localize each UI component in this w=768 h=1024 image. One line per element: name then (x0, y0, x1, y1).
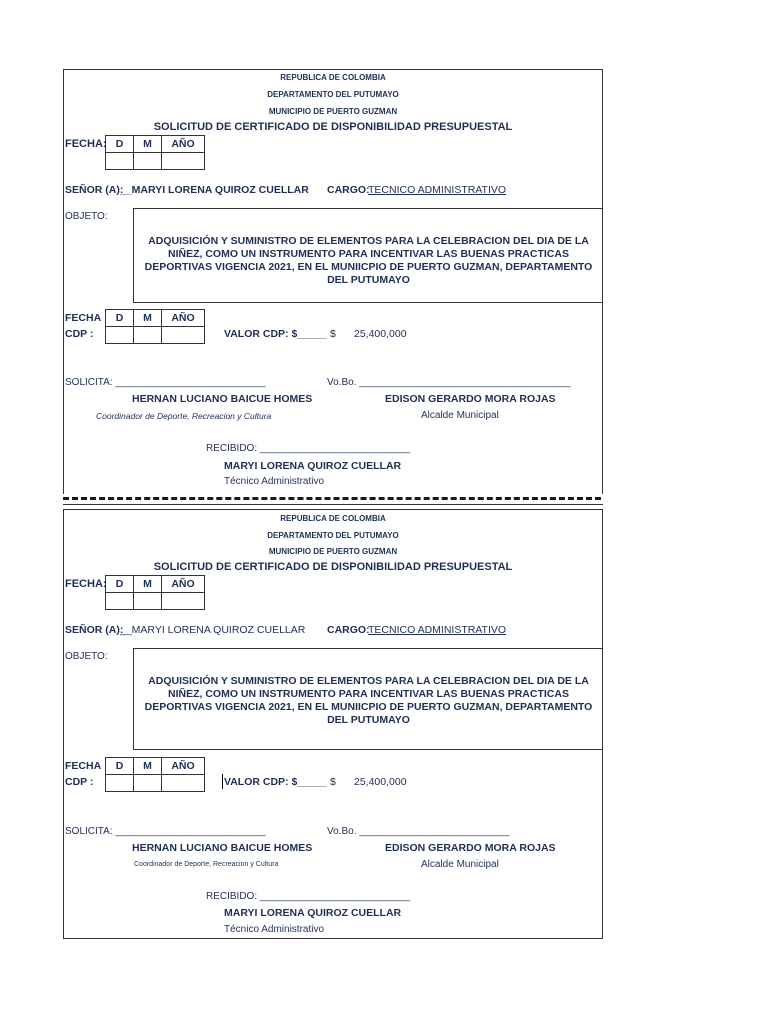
solicita-role: Coordinador de Deporte, Recreacion y Cultura (96, 411, 272, 421)
fecha-cdp-grid (105, 309, 205, 344)
header-line-2: DEPARTAMENTO DEL PUTUMAYO (267, 531, 399, 540)
solicita-line: SOLICITA: ___________________________ (65, 377, 266, 388)
solicita-role: Coordinador de Deporte, Recreacion y Cultura (134, 861, 279, 868)
cdp-label: CDP : (65, 776, 94, 788)
objeto-text: ADQUISICIÓN Y SUMINISTRO DE ELEMENTOS PARA LA CELEBRACION DEL DIA DE LA NIÑEZ, COMO UN INSTRUMENTO PARA INCENTIVAR LAS BUENAS PRACTICAS DEPORTIVAS VIGENCIA 2021, EN EL MUNIICPIO DE PUERTO GUZMAN, DEPARTAMENTO DEL PUTUMAYO (144, 675, 593, 726)
valor-cdp-amount: 25,400,000 (354, 328, 407, 340)
month-header: M (134, 310, 162, 327)
solicita-line: SOLICITA: ___________________________ (65, 826, 266, 837)
form-copy-top (63, 69, 603, 494)
month-cell[interactable] (134, 327, 162, 344)
fecha-label: FECHA: (65, 578, 107, 590)
cargo-value: TECNICO ADMINISTRATIVO (368, 624, 507, 636)
month-header: M (134, 136, 162, 153)
text-cursor (222, 774, 223, 789)
valor-cdp-amount: 25,400,000 (354, 776, 407, 788)
recibido-role: Técnico Administrativo (224, 476, 325, 487)
form-title: SOLICITUD DE CERTIFICADO DE DISPONIBILIDAD PRESUPUESTAL (153, 561, 513, 573)
month-header: M (134, 576, 162, 593)
day-header: D (106, 310, 134, 327)
recibido-line: RECIBIDO: ___________________________ (206, 443, 411, 454)
day-cell[interactable] (106, 593, 134, 610)
objeto-text: ADQUISICIÓN Y SUMINISTRO DE ELEMENTOS PARA LA CELEBRACION DEL DIA DE LA NIÑEZ, COMO UN INSTRUMENTO PARA INCENTIVAR LAS BUENAS PRACTICAS DEPORTIVAS VIGENCIA 2021, EN EL MUNIICPIO DE PUERTO GUZMAN, DEPARTAMENTO DEL PUTUMAYO (144, 235, 593, 286)
day-cell[interactable] (106, 327, 134, 344)
year-cell[interactable] (162, 775, 205, 792)
cut-line-divider (63, 497, 601, 500)
year-header: AÑO (162, 136, 205, 153)
form-copy-bottom (63, 509, 603, 939)
header-line-3: MUNICIPIO DE PUERTO GUZMAN (268, 107, 398, 116)
header-line-3: MUNICIPIO DE PUERTO GUZMAN (268, 547, 398, 556)
vobo-role: Alcalde Municipal (421, 410, 499, 421)
month-cell[interactable] (134, 593, 162, 610)
objeto-label: OBJETO: (65, 651, 108, 662)
separator-line (63, 504, 603, 505)
year-header: AÑO (162, 758, 205, 775)
fecha-grid (105, 135, 205, 170)
valor-cdp-label: VALOR CDP: $_____ (224, 328, 327, 340)
currency-symbol: $ (330, 328, 336, 340)
recibido-role: Técnico Administrativo (224, 924, 325, 935)
senor-label: SEÑOR (A): (65, 624, 124, 636)
vobo-name: EDISON GERARDO MORA ROJAS (385, 393, 556, 405)
year-cell[interactable] (162, 327, 205, 344)
year-header: AÑO (162, 310, 205, 327)
month-header: M (134, 758, 162, 775)
month-cell[interactable] (134, 775, 162, 792)
year-cell[interactable] (162, 153, 205, 170)
cargo-label: CARGO: (327, 184, 370, 196)
objeto-box (133, 648, 603, 750)
cdp-label: CDP : (65, 328, 94, 340)
header-line-1: REPUBLICA DE COLOMBIA (280, 514, 386, 523)
day-cell[interactable] (106, 153, 134, 170)
month-cell[interactable] (134, 153, 162, 170)
recibido-line: RECIBIDO: ___________________________ (206, 891, 411, 902)
day-header: D (106, 758, 134, 775)
senor-value: __MARYI LORENA QUIROZ CUELLAR (120, 624, 306, 636)
vobo-line: Vo.Bo. ___________________________ (327, 826, 510, 837)
day-cell[interactable] (106, 775, 134, 792)
form-title: SOLICITUD DE CERTIFICADO DE DISPONIBILIDAD PRESUPUESTAL (153, 121, 513, 133)
fecha-cdp-label: FECHA (65, 312, 102, 324)
solicita-name: HERNAN LUCIANO BAICUE HOMES (132, 842, 313, 854)
solicita-name: HERNAN LUCIANO BAICUE HOMES (132, 393, 313, 405)
vobo-role: Alcalde Municipal (421, 859, 499, 870)
day-header: D (106, 576, 134, 593)
header-line-2: DEPARTAMENTO DEL PUTUMAYO (267, 90, 399, 99)
valor-cdp-label: VALOR CDP: $_____ (224, 776, 327, 788)
fecha-label: FECHA: (65, 138, 107, 150)
recibido-name: MARYI LORENA QUIROZ CUELLAR (224, 907, 402, 919)
cargo-label: CARGO: (327, 624, 370, 636)
senor-value: __MARYI LORENA QUIROZ CUELLAR (120, 184, 309, 196)
cargo-value: TECNICO ADMINISTRATIVO (368, 184, 507, 196)
header-line-1: REPUBLICA DE COLOMBIA (280, 73, 386, 82)
vobo-line: Vo.Bo. ______________________________________ (327, 377, 571, 388)
vobo-name: EDISON GERARDO MORA ROJAS (385, 842, 556, 854)
fecha-cdp-grid (105, 757, 205, 792)
recibido-name: MARYI LORENA QUIROZ CUELLAR (224, 460, 402, 472)
fecha-grid (105, 575, 205, 610)
currency-symbol: $ (330, 776, 336, 788)
objeto-box (133, 208, 603, 303)
year-header: AÑO (162, 576, 205, 593)
day-header: D (106, 136, 134, 153)
objeto-label: OBJETO: (65, 211, 108, 222)
fecha-cdp-label: FECHA (65, 760, 102, 772)
senor-label: SEÑOR (A): (65, 184, 124, 196)
year-cell[interactable] (162, 593, 205, 610)
